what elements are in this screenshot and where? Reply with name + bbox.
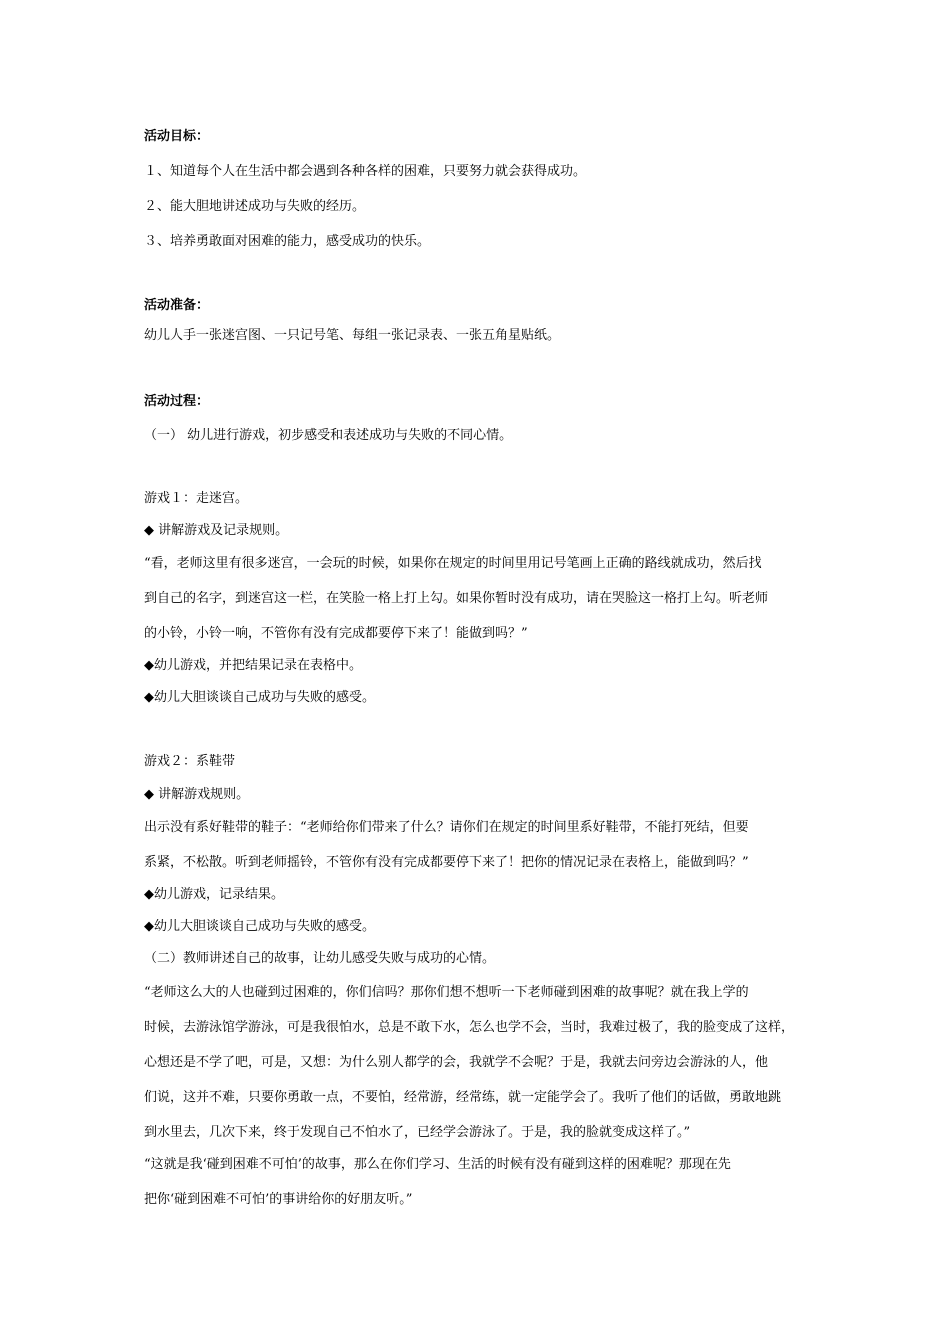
story-line-5: 到水里去，几次下来，终于发现自己不怕水了，已经学会游泳了。于是，我的脸就变成这样了。” [144,1125,691,1140]
game2-rule: ◆ 讲解游戏规则。 [144,787,250,802]
game2-step-2: ◆幼儿大胆谈谈自己成功与失败的感受。 [144,919,375,934]
closing-line-2: 把你‘碰到困难不可怕’的事讲给你的好朋友听。” [144,1192,413,1207]
game1-step-2: ◆幼儿大胆谈谈自己成功与失败的感受。 [144,690,375,705]
story-line-4: 们说，这并不难，只要你勇敢一点，不要怕，经常游，经常练，就一定能学会了。我听了他们的话做，勇敢地跳 [144,1090,782,1105]
part1-title: （一） 幼儿进行游戏，初步感受和表述成功与失败的不同心情。 [144,428,513,443]
game1-speech-line-3: 的小铃，小铃一响，不管你有没有完成都要停下来了！能做到吗？” [144,626,528,641]
game2-title: 游戏２：系鞋带 [144,754,236,769]
story-line-1: “老师这么大的人也碰到过困难的，你们信吗？那你们想不想听一下老师碰到困难的故事呢？就在我上学的 [144,985,749,1000]
story-line-2: 时候，去游泳馆学游泳，可是我很怕水，总是不敢下水，怎么也学不会，当时，我难过极了，我的脸变成了这样， [144,1020,795,1035]
game1-speech-line-1: “看，老师这里有很多迷宫，一会玩的时候，如果你在规定的时间里用记号笔画上正确的路线就成功，然后找 [144,556,762,571]
story-line-3: 心想还是不学了吧，可是，又想：为什么别人都学的会，我就学不会呢？于是，我就去问旁边会游泳的人，他 [144,1055,769,1070]
game2-speech-line-2: 系紧，不松散。听到老师摇铃，不管你有没有完成都要停下来了！把你的情况记录在表格上，能做到吗？” [144,855,749,870]
game1-rule: ◆ 讲解游戏及记录规则。 [144,523,289,538]
preparation-text: 幼儿人手一张迷宫图、一只记号笔、每组一张记录表、一张五角星贴纸。 [144,328,561,343]
part2-title: （二）教师讲述自己的故事，让幼儿感受失败与成功的心情。 [144,951,496,966]
goal-item-1: １、知道每个人在生活中都会遇到各种各样的困难，只要努力就会获得成功。 [144,164,587,179]
game1-speech-line-2: 到自己的名字，到迷宫这一栏，在笑脸一格上打上勾。如果你暂时没有成功，请在哭脸这一格打上勾。听老师 [144,591,769,606]
game1-title: 游戏１：走迷宫。 [144,491,249,506]
game1-step-1: ◆幼儿游戏，并把结果记录在表格中。 [144,658,362,673]
goal-item-2: ２、能大胆地讲述成功与失败的经历。 [144,199,366,214]
goals-heading: 活动目标： [144,129,210,144]
goal-item-3: ３、培养勇敢面对困难的能力，感受成功的快乐。 [144,234,431,249]
preparation-heading: 活动准备： [144,298,210,313]
process-heading: 活动过程： [144,394,210,409]
closing-line-1: “这就是我‘碰到困难不可怕’的故事，那么在你们学习、生活的时候有没有碰到这样的困难呢？那现在先 [144,1157,731,1172]
game2-speech-line-1: 出示没有系好鞋带的鞋子：“老师给你们带来了什么？请你们在规定的时间里系好鞋带，不能打死结，但要 [144,820,749,835]
game2-step-1: ◆幼儿游戏，记录结果。 [144,887,284,902]
